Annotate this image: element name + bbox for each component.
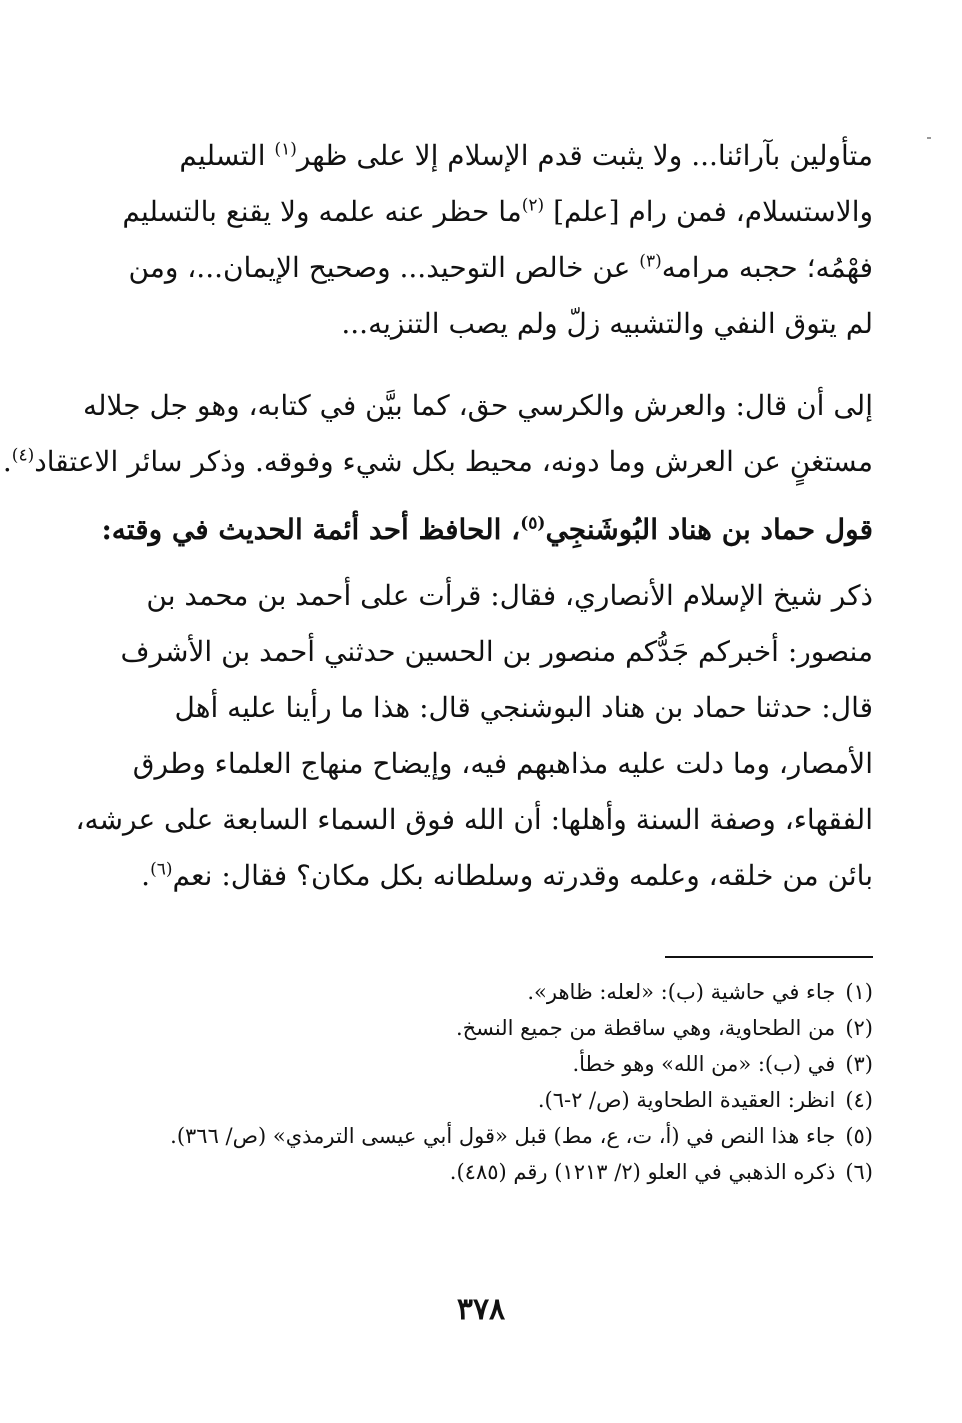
paragraph-2 <box>2 378 873 490</box>
footnote-number: (٤) <box>845 1088 873 1112</box>
footnote-text: جاء هذا النص في (أ، ت، ع، مط) قبل «قول أبي عيسى الترمذي» (ص/ ٣٦٦). <box>170 1124 836 1148</box>
footnote-text: جاء في حاشية (ب): «لعله: ظاهر». <box>527 980 836 1004</box>
paragraph-2-line-2: مستغنٍ عن العرش وما دونه، محيط بكل شيء وفوقه. وذكر سائر الاعتقاد$^{(٤)}$. <box>2 445 873 478</box>
footnote-ref-2[interactable]: (٢) <box>521 195 545 216</box>
paragraph-3-line-4: الأمصار، وما دلت عليه مذاهبهم فيه، وإيضاح منهاج العلماء وطرق <box>132 747 873 780</box>
scan-speck <box>927 137 931 139</box>
footnote-3 <box>60 1046 873 1082</box>
paragraph-1-line-1: متأولين بآرائنا... ولا يثبت قدم الإسلام إلا على ظهر$^{(١)}$ التسليم <box>179 139 873 172</box>
paragraph-3 <box>75 568 873 904</box>
paragraph-2-line-1: إلى أن قال: والعرش والكرسي حق، كما بيَّن في كتابه، وهو جل جلاله <box>82 389 873 422</box>
paragraph-1-line-4: لم يتوق النفي والتشبيه زلّ ولم يصب التنزيه... <box>341 307 873 340</box>
footnote-ref-1[interactable]: (١) <box>274 139 297 160</box>
footnote-number: (٣) <box>845 1052 873 1076</box>
footnote-5 <box>60 1118 873 1154</box>
footnote-1 <box>60 974 873 1010</box>
footnote-6 <box>60 1154 873 1190</box>
footnote-4 <box>60 1082 873 1118</box>
paragraph-3-line-5: الفقهاء، وصفة السنة وأهلها: أن الله فوق السماء السابعة على عرشه، <box>75 803 873 836</box>
footnote-separator <box>665 956 873 958</box>
section-heading: قول حماد بن هناد البُوشَنجِي$^{(٥)}$، الحافظ أحد أئمة الحديث في وقته: <box>101 513 873 546</box>
paragraph-1-line-2: والاستسلام، فمن رام [علم] $^{(٢)}$ما حظر عنه علمه ولا يقنع بالتسليم <box>122 195 873 228</box>
main-text <box>2 128 873 904</box>
footnote-number: (٦) <box>845 1160 873 1184</box>
footnote-text: في (ب): «من الله» وهو خطأ. <box>572 1052 836 1076</box>
footnote-ref-3[interactable]: (٣) <box>639 251 662 272</box>
footnote-number: (٥) <box>845 1124 873 1148</box>
page-number: ٣٧٨ <box>456 1292 506 1327</box>
paragraph-3-line-1: ذكر شيخ الإسلام الأنصاري، فقال: قرأت على أحمد بن محمد بن <box>146 579 873 612</box>
footnote-ref-4[interactable]: (٤) <box>11 445 35 466</box>
paragraph-3-line-3: قال: حدثنا حماد بن هناد البوشنجي قال: هذا ما رأينا عليه أهل <box>174 691 873 724</box>
footnote-number: (٢) <box>845 1016 873 1040</box>
paragraph-1-line-3: فهْمُه؛ حجبه مرامه$^{(٣)}$ عن خالص التوحيد... وصحيح الإيمان...، ومن <box>128 251 873 284</box>
footnotes <box>60 974 873 1190</box>
footnote-text: من الطحاوية، وهي ساقطة من جميع النسخ. <box>455 1016 836 1040</box>
footnote-ref-6[interactable]: (٦) <box>150 859 173 880</box>
paragraph-3-line-6: بائن من خلقه، وعلمه وقدرته وسلطانه بكل مكان؟ فقال: نعم$^{(٦)}$. <box>141 859 873 892</box>
footnote-number: (١) <box>845 980 873 1004</box>
paragraph-3-line-2: منصور: أخبركم جَدُّكم منصور بن الحسين حدثني أحمد بن الأشرف <box>120 635 873 668</box>
footnote-2 <box>60 1010 873 1046</box>
paragraph-1 <box>95 128 873 368</box>
footnote-ref-5[interactable]: (٥) <box>520 513 546 534</box>
footnote-text: ذكره الذهبي في العلو (٢/ ١٢١٣) رقم (٤٨٥). <box>449 1160 836 1184</box>
footnote-text: انظر: العقيدة الطحاوية (ص/ ٢-٦). <box>537 1088 836 1112</box>
